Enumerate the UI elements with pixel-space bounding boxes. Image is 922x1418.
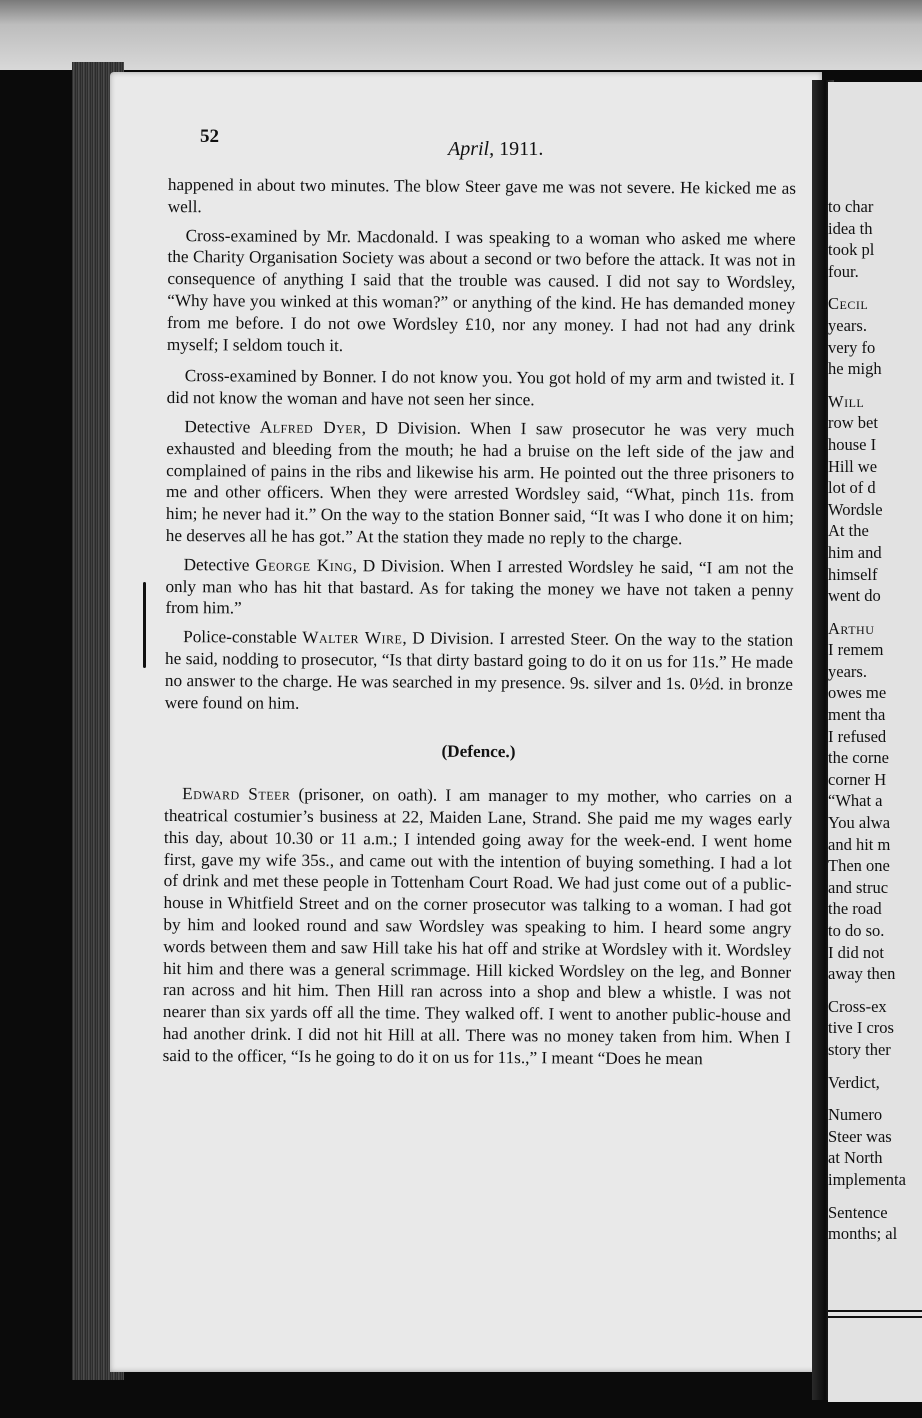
section-rule [828, 1310, 922, 1312]
facing-line: Wordsle [828, 499, 883, 519]
paragraph-4-text: , D Division. When I saw prosecutor he was very much exhausted and bleeding from the mouth; he had a bruise on the left side of the jaw and complained of pains in the ribs and likewise his arm. He pointed out the three prisoners to me and other officers. When they were arrested Wordsley said, “What, pinch 11s. from him; he never had it.” On the way to the station Bonner said, “It was I who done it on him; he deserves all he has got.” At the station they made no reply to the charge. [165, 418, 795, 549]
facing-line: implementa [828, 1169, 906, 1189]
facing-line: Arthu [828, 618, 875, 638]
facing-line: “What a [828, 791, 883, 811]
paragraph-6-lead: Police-constable [183, 627, 303, 647]
facing-block-g [828, 1104, 922, 1190]
prisoner-name-steer: Edward Steer [182, 784, 291, 804]
facing-line: Numero [828, 1105, 883, 1125]
facing-line: Then one [828, 856, 890, 876]
paragraph-5-lead: Detective [183, 554, 256, 575]
facing-line: he migh [828, 359, 882, 379]
facing-line: four. [828, 261, 859, 281]
facing-line: idea th [828, 218, 873, 238]
paragraph-7-text: (prisoner, on oath). I am manager to my mother, who carries on a theatrical costumier’s business at 22, Maiden Lane, Strand. She paid me my wages early this day, about 10.30 or 11 a.m.; I intended going away for the week-end. I went home first, gave my wife 35s., and came out with the intention of buying something. I had a lot of drink and met these people in Tottenham Court Road. We had just come out of a public-house in Whitfield Street and on the corner prosecutor was talking to a woman. I had got by him and looked round and saw Wordsley was speaking to him. I heard some angry words between them and saw Hill take his hat off and strike at Wordsley with it. Wordsley hit him and there was a general scrimmage. Hill kicked Wordsley on the leg, and Bonner ran across and hit him. Then Hill ran across into a shop and blew a whistle. I was not nearer than six yards off all the time. They walked off. I went to another public-house and had another drink. I did not hit Hill at all. There was no money taken from him. When I said to the officer, “Is he going to do it on us for 11s.,” I meant “Does he mean [162, 784, 793, 1068]
facing-block-c [828, 391, 922, 607]
facing-page-fragment [828, 82, 922, 1402]
facing-line: years. [828, 661, 867, 681]
facing-line: and hit m [828, 834, 891, 854]
facing-line: at North [828, 1148, 883, 1168]
facing-line: the corne [828, 748, 889, 768]
facing-line: story ther [828, 1039, 891, 1059]
facing-block-d [828, 618, 922, 985]
facing-line: took pl [828, 240, 875, 260]
defence-heading: (Defence.) [441, 742, 516, 762]
facing-line: house I [828, 434, 877, 454]
facing-block-a [828, 196, 922, 282]
facing-line: very fo [828, 337, 876, 357]
margin-bracket-mark [143, 582, 146, 668]
page-header [200, 126, 760, 166]
facing-line: Sentence [828, 1202, 888, 1222]
body-text [163, 174, 796, 1077]
facing-line: corner H [828, 769, 887, 789]
paragraph-1: happened in about two minutes. The blow Steer gave me was not severe. He kicked me as well. [167, 174, 796, 217]
paragraph-5-text: , D Division. When I arrested Wordsley he said, “I am not the only man who has hit that bastard. As for taking the money we have not taken a penny from him.” [165, 555, 794, 618]
facing-line: and struc [828, 877, 889, 897]
facing-line: years. [828, 315, 867, 335]
facing-line: away then [828, 964, 896, 984]
paragraph-4 [166, 416, 795, 551]
scan-top-margin [0, 0, 922, 70]
facing-line: him and [828, 542, 882, 562]
facing-line: I refused [828, 726, 887, 746]
facing-line: lot of d [828, 478, 876, 498]
facing-line: Steer was [828, 1126, 892, 1146]
facing-line: row bet [828, 413, 878, 433]
facing-line: Hill we [828, 456, 878, 476]
page-number: 52 [200, 126, 219, 147]
facing-line: the road [828, 899, 882, 919]
facing-line: At the [828, 521, 869, 541]
paragraph-2: Cross-examined by Mr. Macdonald. I was speaking to a woman who asked me where the Charity Organisation Society was about a second or two before the attack. It was not in consequence of anything I said that the trouble was caused. I did not say to Wordsley, “Why have you winked at this woman?” or anything of the kind. He has demanded money from me before. I do not owe Wordsley £10, nor any money. I had not had any drink myself; I seldom touch it. [166, 225, 796, 355]
facing-line: to do so. [828, 921, 885, 940]
witness-name-wire: Walter Wire [302, 627, 403, 648]
witness-name-king: George King [255, 555, 353, 575]
paragraph-3: Cross-examined by Bonner. I do not know you. You got hold of my arm and twisted it. I did not know the woman and have not seen her since. [166, 366, 795, 410]
facing-line: Verdict, [828, 1072, 880, 1092]
paragraph-6-text: , D Division. I arrested Steer. On the way to the station he said, nodding to prosecutor, “Is that dirty bastard going to do it on us for 11s.” He made no answer to the charge. He was searched in my presence. 9s. silver and 1s. 0½d. in bronze were found on him. [164, 628, 794, 713]
facing-line: owes me [828, 683, 887, 703]
facing-line: I remem [828, 640, 884, 660]
facing-block-h [828, 1202, 922, 1245]
facing-line: months; al [828, 1224, 898, 1244]
facing-block-b [828, 293, 922, 379]
facing-line: You alwa [828, 813, 891, 833]
facing-line: ment tha [828, 705, 886, 725]
facing-line: Will [828, 391, 865, 411]
paragraph-4-lead: Detective [184, 417, 260, 437]
paragraph-6 [165, 626, 794, 717]
facing-line: tive I cros [828, 1018, 894, 1038]
facing-line: Cecil [828, 294, 869, 314]
running-head-month: April, [448, 138, 495, 160]
witness-name-dyer: Alfred Dyer [259, 417, 362, 438]
running-head-year: 1911. [494, 138, 544, 160]
section-rule-lower [828, 1316, 922, 1318]
paragraph-5 [165, 554, 793, 623]
paragraph-7 [163, 783, 793, 1070]
facing-block-f [828, 1072, 922, 1094]
facing-line: I did not [828, 942, 884, 962]
facing-block-e [828, 996, 922, 1061]
running-head [448, 138, 543, 161]
facing-line: to char [828, 197, 874, 216]
facing-line: himself [828, 564, 878, 584]
facing-line: went do [828, 586, 881, 606]
facing-line: Cross-ex [828, 996, 887, 1016]
